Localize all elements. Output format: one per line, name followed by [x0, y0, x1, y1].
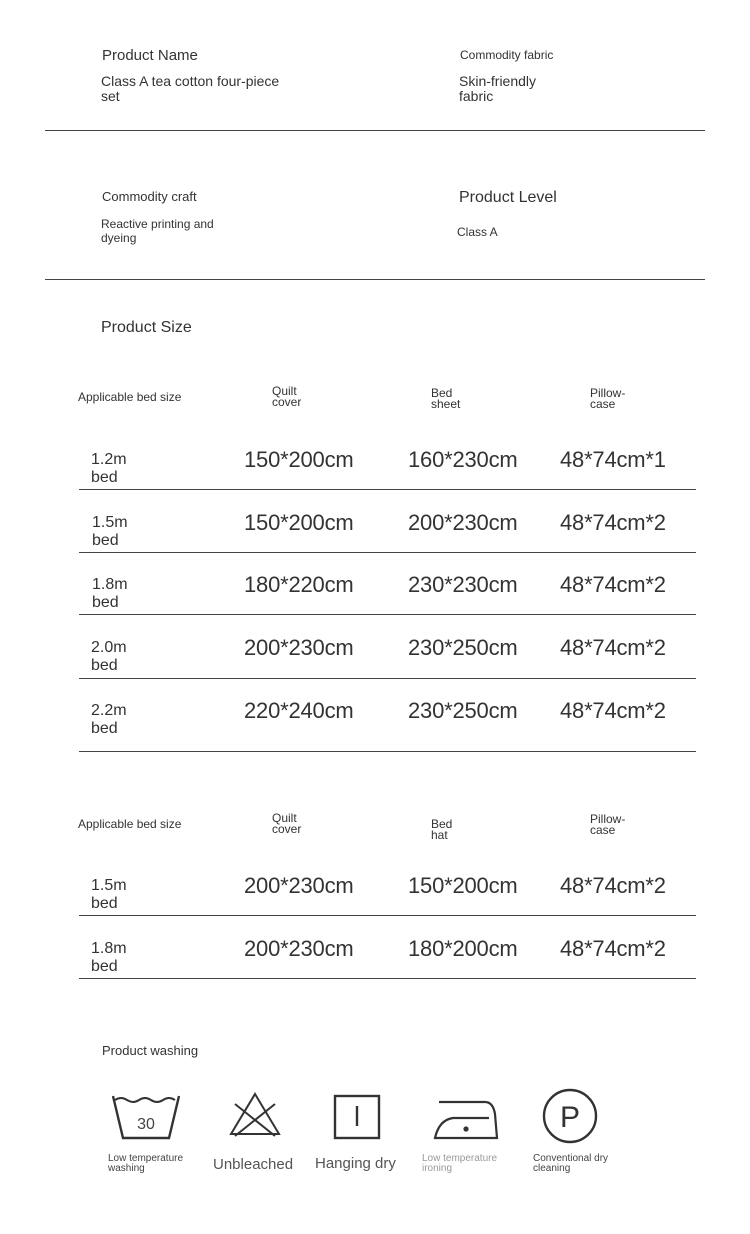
header-bed-sheet: Bed sheet — [431, 386, 461, 411]
row-bed-sheet: 230*250cm — [408, 698, 518, 723]
divider — [45, 130, 705, 131]
dry-label: Hanging dry — [315, 1155, 396, 1172]
row-divider — [79, 915, 696, 916]
row-pillow-case: 48*74cm*2 — [560, 572, 666, 597]
commodity-craft-value: Reactive printing and dyeing — [101, 217, 214, 245]
row-divider — [79, 978, 696, 979]
row-quilt-cover: 200*230cm — [244, 635, 354, 660]
row-bed-sheet: 200*230cm — [408, 510, 518, 535]
row-bed-size: 1.2m bed — [91, 451, 127, 486]
dry-clean-label: Conventional dry cleaning — [533, 1153, 609, 1174]
row-divider — [79, 489, 696, 490]
row-bed-size: 1.5m bed — [92, 514, 128, 549]
hanging-dry-icon — [333, 1094, 381, 1140]
wash-label: Low temperature washing — [108, 1153, 184, 1174]
dry-clean-letter: P — [559, 1101, 581, 1134]
row-pillow-case: 48*74cm*2 — [560, 510, 666, 535]
row-bed-size: 1.5m bed — [91, 877, 127, 912]
product-name-label: Product Name — [102, 47, 198, 64]
row-pillow-case: 48*74cm*2 — [560, 635, 666, 660]
header-quilt-cover: Quilt cover — [272, 811, 302, 836]
bleach-label: Unbleached — [213, 1156, 294, 1173]
wash-temp-number: 30 — [137, 1116, 155, 1133]
row-bed-size: 2.2m bed — [91, 702, 127, 737]
header-bed-size: Applicable bed size — [78, 817, 182, 831]
row-bed-sheet: 160*230cm — [408, 447, 518, 472]
row-quilt-cover: 150*200cm — [244, 447, 354, 472]
row-divider — [79, 614, 696, 615]
row-bed-sheet: 230*250cm — [408, 635, 518, 660]
wash-30-icon — [111, 1094, 181, 1142]
row-bed-size: 2.0m bed — [91, 639, 127, 674]
row-bed-hat: 150*200cm — [408, 873, 518, 898]
row-quilt-cover: 180*220cm — [244, 572, 354, 597]
commodity-fabric-label: Commodity fabric — [460, 48, 554, 62]
row-pillow-case: 48*74cm*2 — [560, 873, 666, 898]
row-quilt-cover: 200*230cm — [244, 873, 354, 898]
commodity-fabric-value: Skin-friendly fabric — [459, 73, 537, 104]
row-pillow-case: 48*74cm*1 — [560, 447, 666, 472]
row-pillow-case: 48*74cm*2 — [560, 936, 666, 961]
row-bed-size: 1.8m bed — [92, 576, 128, 611]
product-washing-title: Product washing — [102, 1043, 199, 1058]
header-bed-size: Applicable bed size — [78, 390, 182, 404]
row-quilt-cover: 220*240cm — [244, 698, 354, 723]
product-level-value: Class A — [457, 225, 498, 239]
commodity-craft-label: Commodity craft — [102, 189, 197, 204]
row-bed-hat: 180*200cm — [408, 936, 518, 961]
header-pillow-case: Pillow-case — [590, 812, 626, 837]
header-pillow-case: Pillow-case — [590, 386, 626, 411]
row-divider — [79, 678, 696, 679]
product-name-value: Class A tea cotton four-piece set — [101, 73, 280, 104]
row-quilt-cover: 200*230cm — [244, 936, 354, 961]
row-divider — [79, 751, 696, 752]
low-temp-iron-icon — [433, 1094, 499, 1142]
header-bed-hat: Bed hat — [431, 817, 453, 842]
header-quilt-cover: Quilt cover — [272, 384, 302, 409]
dry-clean-p-icon — [541, 1087, 599, 1145]
iron-label: Low temperature ironing — [422, 1153, 498, 1174]
row-pillow-case: 48*74cm*2 — [560, 698, 666, 723]
divider — [45, 279, 705, 280]
row-bed-sheet: 230*230cm — [408, 572, 518, 597]
row-quilt-cover: 150*200cm — [244, 510, 354, 535]
row-bed-size: 1.8m bed — [91, 940, 127, 975]
do-not-bleach-icon — [229, 1092, 281, 1138]
product-size-title: Product Size — [101, 319, 192, 336]
row-divider — [79, 552, 696, 553]
product-level-label: Product Level — [459, 189, 557, 206]
